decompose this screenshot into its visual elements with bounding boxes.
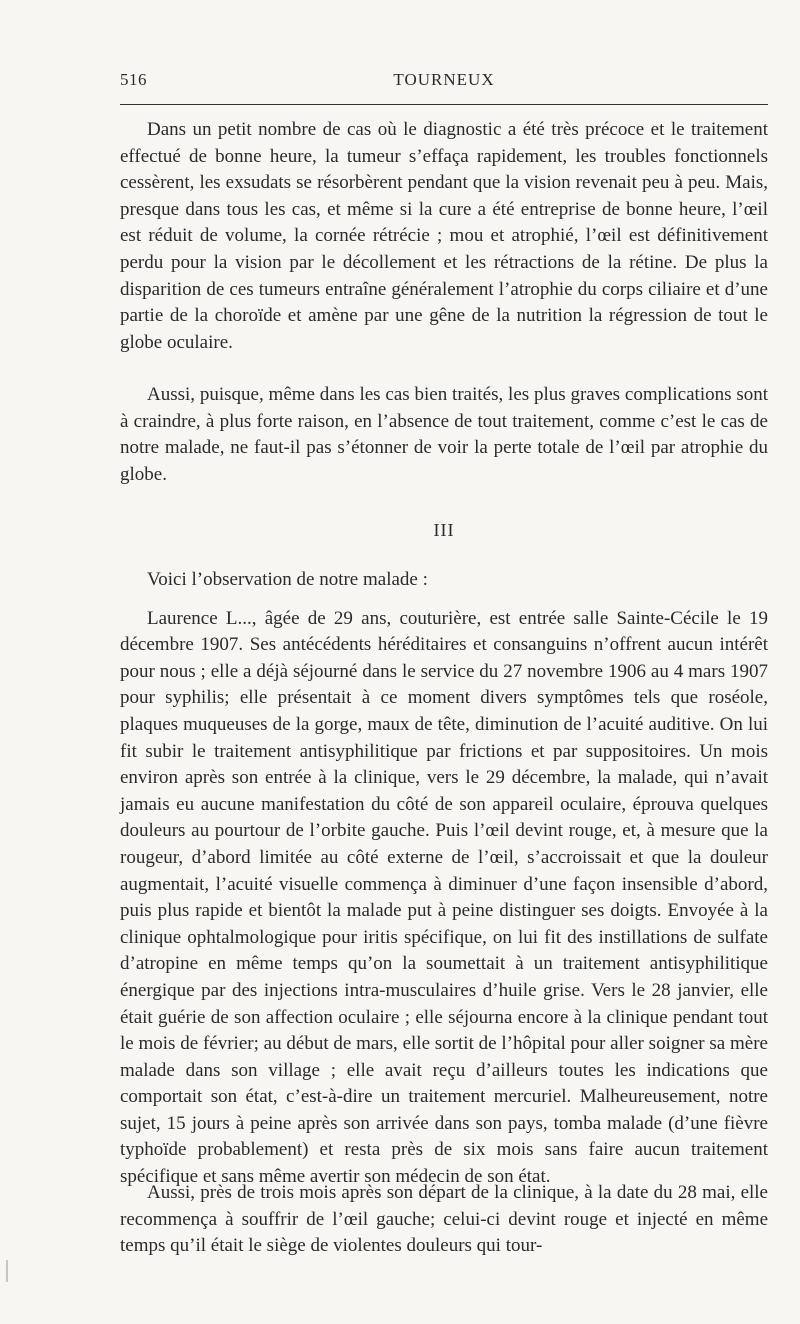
paragraph-conclusion: Aussi, puisque, même dans les cas bien traités, les plus graves complications sont à craindre, à plus forte raison, en l’absence de tout traitement, comme c’est le cas de notre malade, ne faut-il pas s’étonner de voir la perte totale de l’œil par atrophie du globe. [120, 384, 768, 485]
text-block-opening [120, 117, 768, 356]
running-head [120, 70, 768, 98]
paragraph-prognosis: Dans un petit nombre de cas où le diagnostic a été très précoce et le traitement effectué de bonne heure, la tumeur s’effaça rapidement, les troubles fonctionnels cessèrent, les exsudats se résorbèrent pendant que la vision revenait peu à peu. Mais, presque dans tous les cas, et même si la cure a été entreprise de bonne heure, l’œil est réduit de volume, la cornée rétrécie ; mou et atrophié, l’œil est définitivement perdu pour la vision par le décollement et les rétractions de la rétine. De plus la disparition de ces tumeurs entraîne généralement l’atrophie du corps ciliaire et d’une partie de la choroïde et amène par une gêne de la nutrition la régression de tout le globe oculaire. [120, 119, 768, 353]
section-number: III [433, 520, 455, 540]
paragraph-observation-intro: Voici l’observation de notre malade : [147, 569, 428, 590]
text-block-observation [120, 567, 768, 1191]
running-title: TOURNEUX [393, 70, 495, 89]
page-number: 516 [120, 70, 147, 89]
header-rule [120, 104, 768, 105]
text-block-conclusion [120, 382, 768, 488]
text-block-relapse [120, 1180, 768, 1260]
paragraph-relapse: Aussi, près de trois mois après son départ de la clinique, à la date du 28 mai, elle recommença à souffrir de l’œil gauche; celui-ci devint rouge et injecté en même temps qu’il était le siège de violentes douleurs qui tour- [120, 1182, 768, 1257]
paragraph-case-history: Laurence L..., âgée de 29 ans, couturière, est entrée salle Sainte-Cécile le 19 décembre 1907. Ses antécédents héréditaires et consanguins n’offrent aucun intérêt pour nous ; elle a déjà séjourné dans le service du 27 novembre 1906 au 4 mars 1907 pour syphilis; elle présentait à ce moment divers symptômes tels que roséole, plaques muqueuses de la gorge, maux de tête, diminution de l’acuité auditive. On lui fit subir le traitement antisyphilitique par frictions et par suppositoires. Un mois environ après son entrée à la clinique, vers le 29 décembre, la malade, qui n’avait jamais eu aucune manifestation du côté de son appareil oculaire, éprouva quelques douleurs au pourtour de l’orbite gauche. Puis l’œil devint rouge, et, à mesure que la rougeur, d’abord limitée au côté externe de l’œil, s’accroissait et que la douleur augmentait, l’acuité visuelle commença à diminuer d’une façon insensible d’abord, puis plus rapide et bientôt la malade put à peine distinguer ses doigts. Envoyée à la clinique ophtalmologique pour iritis spécifique, on lui fit des instillations de sulfate d’atropine en même temps qu’on la soumettait à un traitement antisyphilitique énergique par des injections intra-musculaires d’huile grise. Vers le 28 janvier, elle était guérie de son affection oculaire ; elle séjourna encore à la clinique pendant tout le mois de février; au début de mars, elle sortit de l’hôpital pour aller soigner sa mère malade dans son village ; elle avait reçu d’ailleurs toutes les indications que comportait son état, c’est-à-dire un traitement mercuriel. Malheureusement, notre sujet, 15 jours à peine après son arrivée dans son pays, tomba malade (d’une fièvre typhoïde probablement) et resta près de six mois sans faire aucun traitement spécifique et sans même avertir son médecin de son état. [120, 607, 768, 1188]
margin-mark [6, 1260, 8, 1282]
